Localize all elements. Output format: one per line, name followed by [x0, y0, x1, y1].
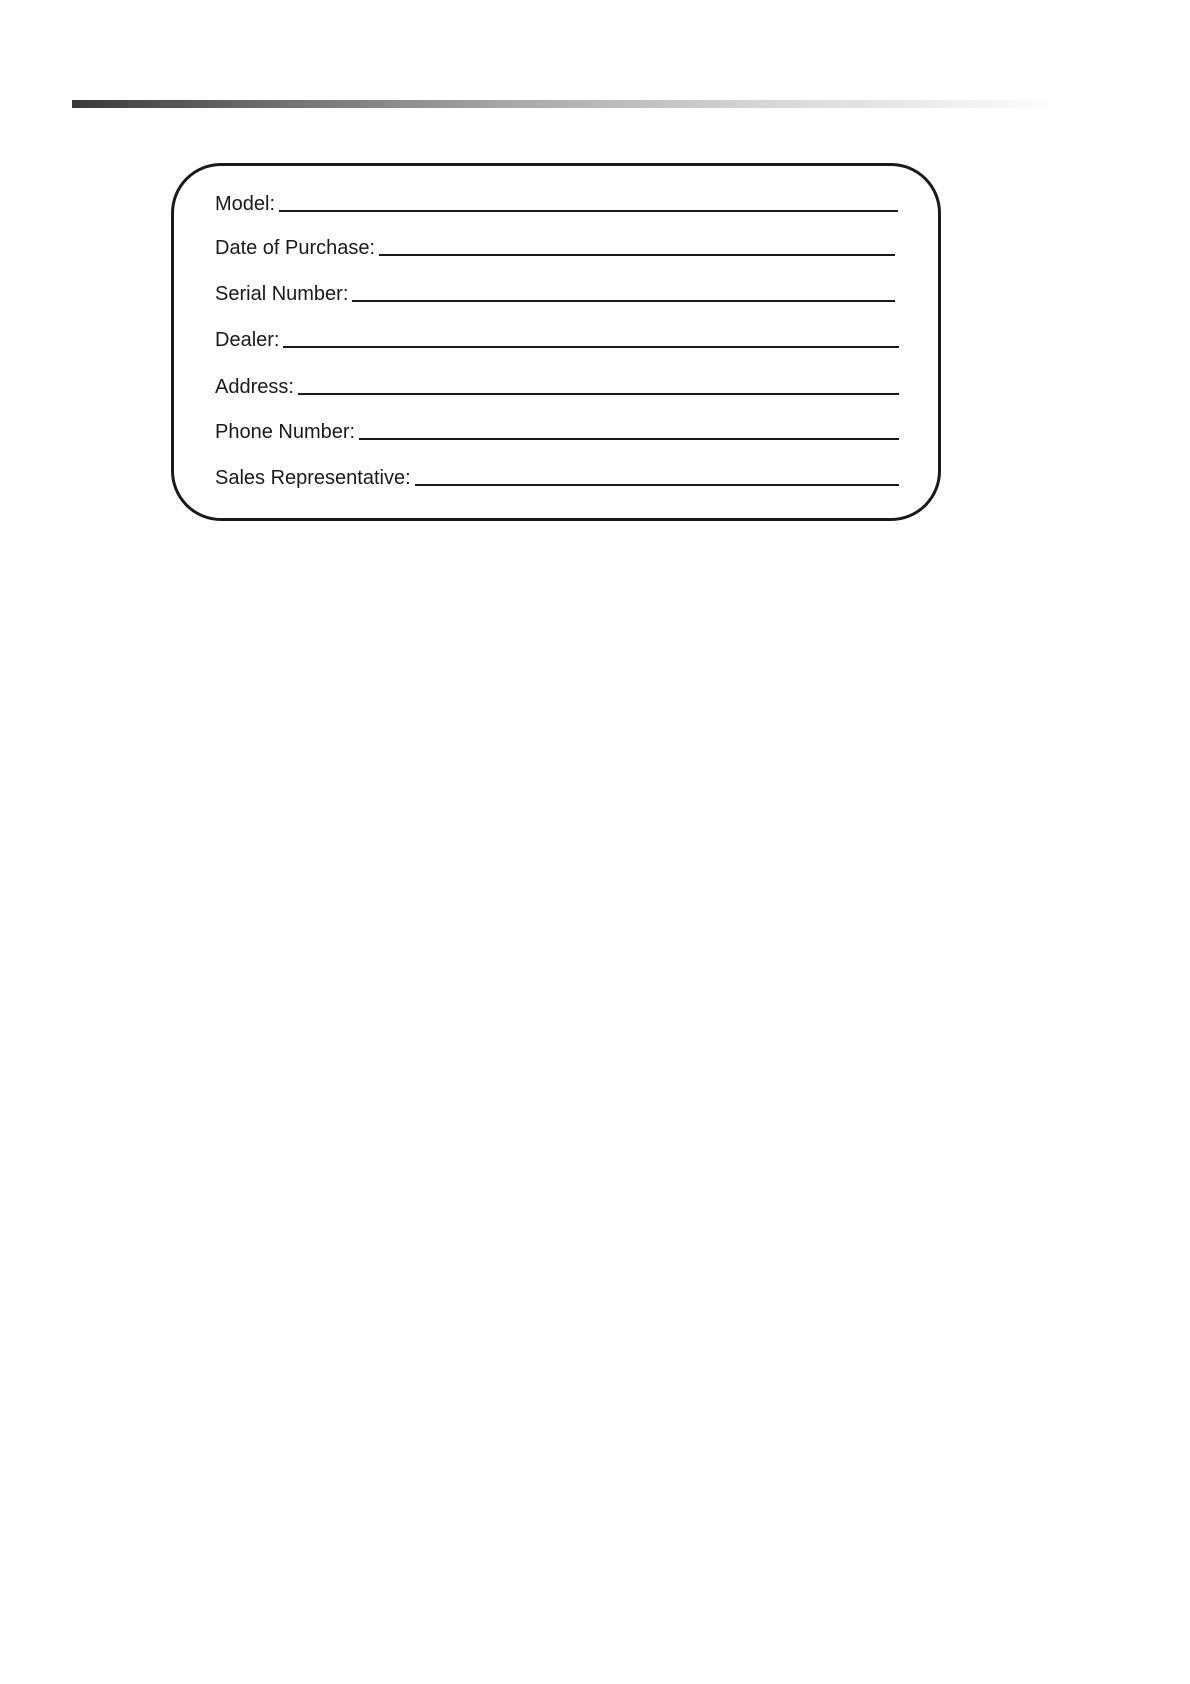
date-of-purchase-blank-line[interactable]	[379, 254, 895, 256]
header-gradient-bar	[72, 100, 1052, 108]
dealer-field-row	[215, 322, 899, 352]
phone-number-blank-line[interactable]	[359, 438, 899, 440]
date-of-purchase-field-row	[215, 230, 895, 260]
address-label: Address:	[215, 376, 294, 398]
model-blank-line[interactable]	[279, 210, 898, 212]
address-field-row	[215, 369, 899, 399]
serial-number-label: Serial Number:	[215, 283, 349, 305]
phone-number-label: Phone Number:	[215, 421, 356, 443]
dealer-label: Dealer:	[215, 329, 280, 351]
model-field-row	[215, 186, 898, 216]
serial-number-field-row	[215, 276, 895, 306]
sales-representative-field-row	[215, 460, 899, 490]
serial-number-blank-line[interactable]	[352, 300, 895, 302]
sales-representative-blank-line[interactable]	[415, 484, 899, 486]
model-label: Model:	[215, 193, 276, 215]
purchase-record-card	[171, 163, 941, 521]
phone-number-field-row	[215, 414, 899, 444]
date-of-purchase-label: Date of Purchase:	[215, 237, 376, 259]
address-blank-line[interactable]	[298, 393, 899, 395]
dealer-blank-line[interactable]	[283, 346, 899, 348]
sales-representative-label: Sales Representative:	[215, 467, 411, 489]
